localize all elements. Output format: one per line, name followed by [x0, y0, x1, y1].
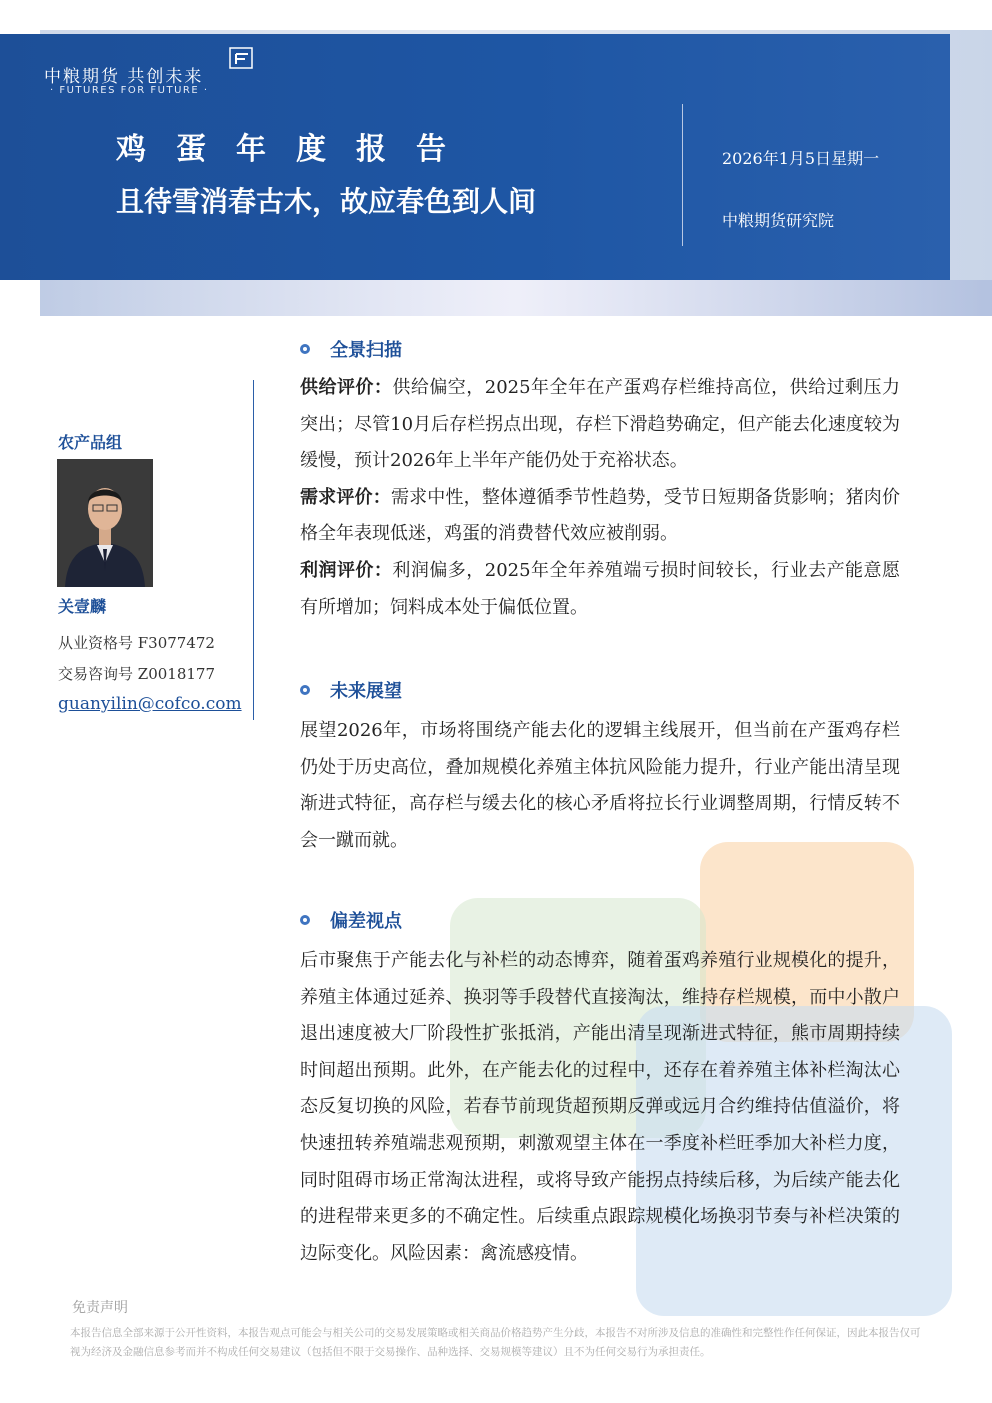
supply-text: 供给偏空，2025年全年在产蛋鸡存栏维持高位，供给过剩压力突出；尽管10月后存栏拐点出现，存栏下滑趋势确定，但产能去化速度较为缓慢，预计2026年上半年产能仍处于充裕状态。	[300, 377, 901, 472]
qualification-number: 从业资格号 F3077472	[58, 634, 215, 652]
report-subtitle: 且待雪消春古木，故应春色到人间	[116, 185, 537, 218]
supply-label: 供给评价：	[300, 377, 393, 398]
section-heading-deviation	[300, 908, 402, 932]
profit-evaluation	[300, 553, 900, 626]
demand-label: 需求评价：	[300, 486, 391, 508]
banner-light-streak	[40, 280, 992, 316]
demand-evaluation	[300, 480, 900, 553]
outlook-paragraph: 展望2026年，市场将围绕产能去化的逻辑主线展开，但当前在产蛋鸡存栏仍处于历史高位，叠加规模化养殖主体抗风险能力提升，行业产能出清呈现渐进式特征，高存栏与缓去化的核心矛盾将拉长行业调整周期，行情反转不会一蹴而就。	[300, 720, 900, 851]
header-divider	[682, 104, 683, 246]
supply-evaluation	[300, 370, 900, 480]
section-heading-overview	[300, 337, 402, 361]
section-title: 未来展望	[330, 681, 402, 702]
overview-paragraphs	[300, 370, 900, 626]
section-title: 偏差视点	[330, 911, 402, 932]
bullet-circle-icon	[300, 344, 310, 354]
bullet-circle-icon	[300, 685, 310, 695]
profit-text: 利润偏多，2025年全年养殖端亏损时间较长，行业去产能意愿有所增加；饲料成本处于偏低位置。	[300, 559, 901, 618]
company-logo-text: 中粮期货 共创未来	[44, 67, 204, 87]
analyst-photo	[57, 459, 153, 587]
profit-label: 利润评价：	[300, 559, 393, 581]
analyst-email-link[interactable]: guanyilin@cofco.com	[58, 694, 242, 714]
company-tagline: · FUTURES FOR FUTURE ·	[50, 85, 209, 96]
sidebar-divider	[253, 380, 254, 720]
report-title: 鸡蛋年度报告	[116, 132, 476, 167]
disclaimer-title: 免责声明	[72, 1300, 128, 1316]
bullet-circle-icon	[300, 915, 310, 925]
disclaimer-text: 本报告信息全部来源于公开性资料，本报告观点可能会与相关公司的交易发展策略或相关商品价格趋势产生分歧，本报告不对所涉及信息的准确性和完整性作任何保证，因此本报告仅可视为经济及金融信息参考而并不构成任何交易建议（包括但不限于交易操作、品种选择、交易规模等建议）且不为任何交易行为承担责任。	[70, 1327, 921, 1358]
deviation-paragraph: 后市聚焦于产能去化与补栏的动态博弈，随着蛋鸡养殖行业规模化的提升，养殖主体通过延养、换羽等手段替代直接淘汰，维持存栏规模，而中小散户退出速度被大厂阶段性扩张抵消，产能出清呈现渐进式特征，熊市周期持续时间超出预期。此外，在产能去化的过程中，还存在着养殖主体补栏淘汰心态反复切换的风险，若春节前现货超预期反弹或远月合约维持估值溢价，将快速扭转养殖端悲观预期，刺激观望主体在一季度补栏旺季加大补栏力度，同时阻碍市场正常淘汰进程，或将导致产能拐点持续后移，为后续产能去化的进程带来更多的不确定性。后续重点跟踪规模化场换羽节奏与补栏决策的边际变化。风险因素：禽流感疫情。	[300, 950, 900, 1264]
institute-name: 中粮期货研究院	[722, 211, 835, 230]
research-group: 农产品组	[58, 433, 123, 452]
section-heading-outlook	[300, 678, 402, 702]
analyst-portrait-icon	[57, 459, 153, 587]
company-logo-icon	[228, 46, 256, 70]
analyst-name: 关壹麟	[58, 597, 107, 616]
section-title: 全景扫描	[330, 340, 402, 361]
demand-text: 需求中性，整体遵循季节性趋势，受节日短期备货影响；猪肉价格全年表现低迷，鸡蛋的消费替代效应被削弱。	[300, 486, 900, 545]
report-date: 2026年1月5日星期一	[722, 149, 880, 168]
consulting-number: 交易咨询号 Z0018177	[58, 665, 215, 683]
